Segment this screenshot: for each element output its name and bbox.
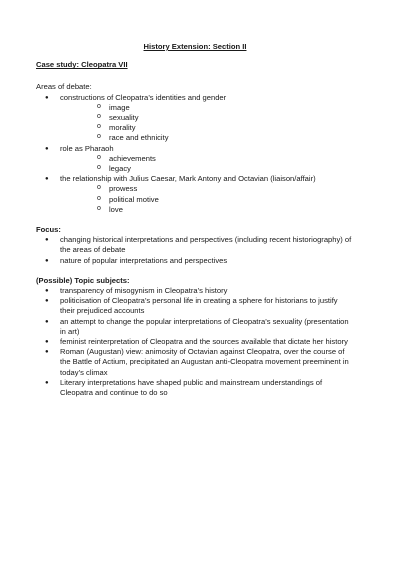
case-study-heading: Case study: Cleopatra VII <box>36 60 128 70</box>
area-subitem: o political motive <box>60 195 354 205</box>
area-subitem: o sexuality <box>60 113 354 123</box>
topics-list <box>36 286 354 398</box>
area-item <box>36 144 354 175</box>
area-item-text: role as Pharaoh <box>60 143 114 153</box>
area-subitem: o achievements <box>60 154 354 164</box>
areas-heading: Areas of debate: <box>36 82 92 92</box>
area-subitem: o prowess <box>60 184 354 194</box>
area-sublist <box>60 184 354 215</box>
area-subitem: o legacy <box>60 164 354 174</box>
document-title: History Extension: Section II <box>143 42 247 51</box>
area-subitem: o race and ethnicity <box>60 133 354 143</box>
topic-item: ● an attempt to change the popular interpretations of Cleopatra’s sexuality (presentation in art) <box>36 317 354 337</box>
area-subitem: o morality <box>60 123 354 133</box>
area-item <box>36 174 354 215</box>
topic-item: ● politicisation of Cleopatra’s personal life in creating a sphere for historians to justify their prejudiced accounts <box>36 296 354 316</box>
area-subitem: o love <box>60 205 354 215</box>
topic-item: ● transparency of misogynism in Cleopatra’s history <box>36 286 354 296</box>
area-item-text: constructions of Cleopatra’s identities and gender <box>60 92 227 102</box>
area-sublist <box>60 154 354 174</box>
topics-heading: (Possible) Topic subjects: <box>36 275 130 285</box>
topic-item: ● Roman (Augustan) view: animosity of Octavian against Cleopatra, over the course of the Battle of Actium, precipitated an Augustan anti-Cleopatra movement preeminent in today’s climax <box>36 347 354 378</box>
focus-item: ● changing historical interpretations and perspectives (including recent historiography) of the areas of debate <box>36 235 354 255</box>
area-item-text: the relationship with Julius Caesar, Mark Antony and Octavian (liaison/affair) <box>60 174 316 184</box>
focus-item: ● nature of popular interpretations and perspectives <box>36 256 354 266</box>
area-subitem: o image <box>60 103 354 113</box>
focus-list <box>36 235 354 266</box>
area-item <box>36 93 354 144</box>
topic-item: ● Literary interpretations have shaped public and mainstream understandings of Cleopatra and continue to do so <box>36 378 354 398</box>
areas-list <box>36 93 354 215</box>
focus-heading: Focus: <box>36 225 61 235</box>
topic-item: ● feminist reinterpretation of Cleopatra and the sources available that dictate her history <box>36 337 354 347</box>
area-sublist <box>60 103 354 144</box>
